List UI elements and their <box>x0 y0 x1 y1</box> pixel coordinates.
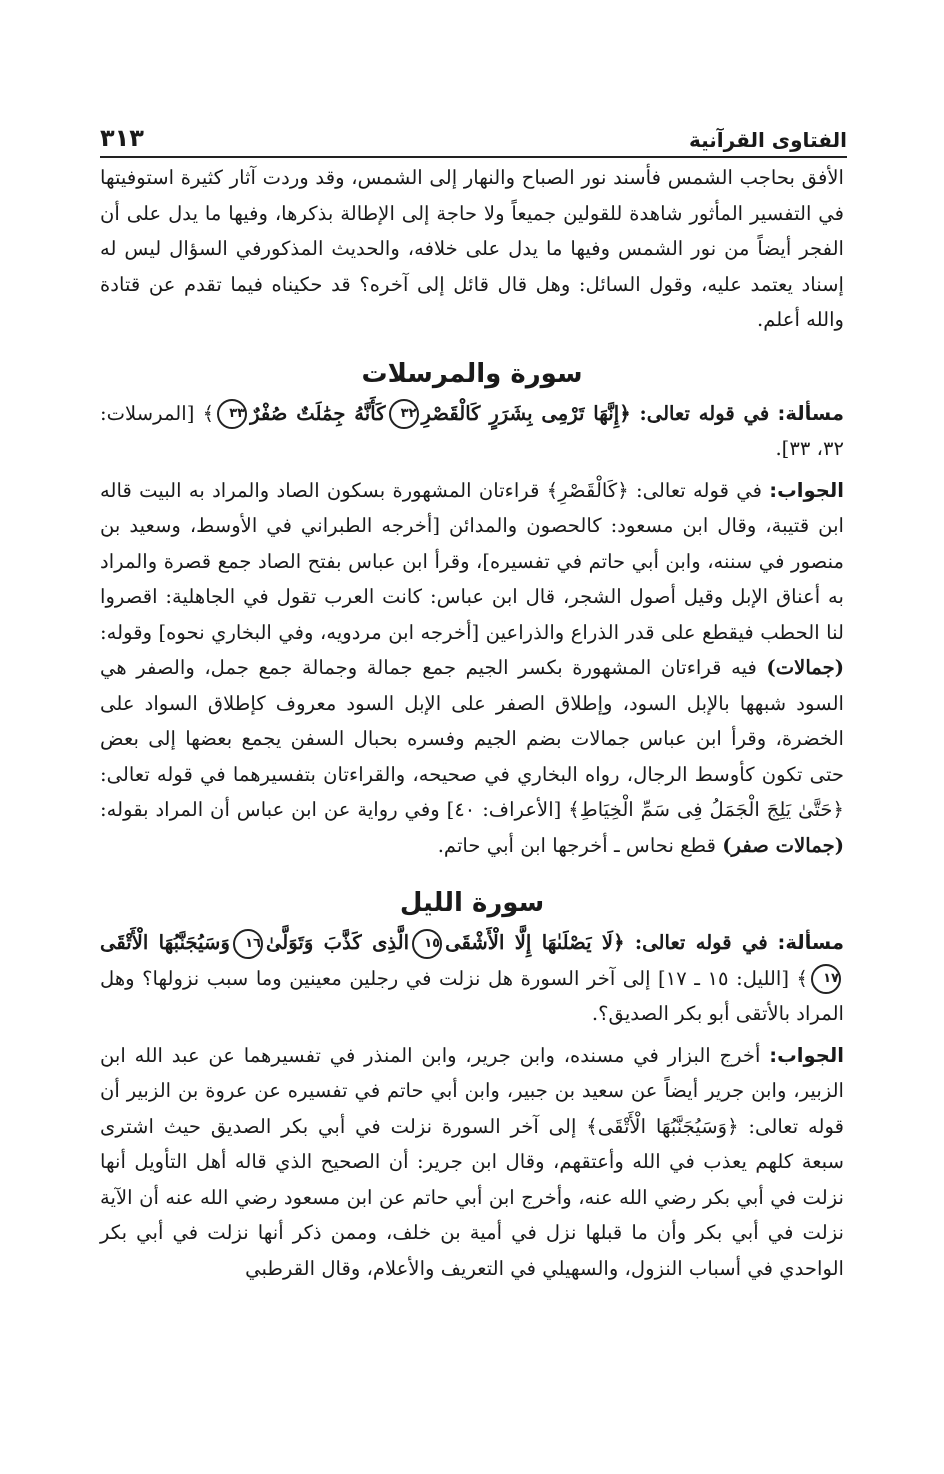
page-body <box>100 160 844 1286</box>
quran-verse: في قوله تعالى: ﴿إِنَّهَا تَرْمِى بِشَرَرٍ كَالْقَصْرِ <box>421 401 770 425</box>
quran-verse: كَأَنَّهُ جِمَٰلَتٌ صُفْرٌ <box>250 401 386 425</box>
page-number: ٣١٣ <box>100 124 144 152</box>
ayah-number-icon: ١٦ <box>233 929 263 959</box>
question-mursalat <box>100 396 844 467</box>
question-label: مسألة: <box>777 931 845 954</box>
verse-reference: ﴾ [الليل: ١٥ ـ ١٧] إلى آخر السورة هل نزلت في رجلين معينين وما سبب نزولها؟ وهل المراد بالأتقى أبو بكر الصديق؟. <box>100 966 844 1025</box>
answer-mursalat <box>100 473 844 864</box>
quran-verse: وَسَيُجَنَّبُهَا الْأَتْقَى <box>100 931 230 954</box>
answer-text: فيه قراءتان المشهورة بكسر الجيم جمع جمالة وجمالة جمع جمل، والصفر هي السود شبهها بالإبل السود، وإطلاق الصفر على الإبل السود معروف كإطلاق السواد على الخضرة، وقرأ ابن عباس جمالات بضم الجيم وفسره بحبال السفن يجمع بعضها إلى بعض حتى تكون كأوسط الرجال، رواه البخاري في صحيحه، والقراءتان بتفسيرهما في قوله تعالى: ﴿حَتَّىٰ يَلِجَ الْجَمَلُ فِى سَمِّ الْخِيَاطِ﴾ [الأعراف: ٤٠] وفي رواية عن ابن عباس أن المراد بقوله: <box>100 656 844 821</box>
section-title-mursalat: سورة والمرسلات <box>361 358 583 389</box>
answer-label: الجواب: <box>769 1043 844 1067</box>
ayah-number-icon: ٣٢ <box>389 399 419 429</box>
answer-text: قطع نحاس ـ أخرجها ابن أبي حاتم. <box>437 833 716 857</box>
key-term: (جمالات) <box>766 656 844 679</box>
key-term: (جمالات صفر) <box>722 833 844 857</box>
ayah-number-icon: ٣٣ <box>217 399 247 429</box>
running-header <box>100 112 847 158</box>
answer-text: في قوله تعالى: ﴿كَالْقَصْرِ﴾ قراءتان المشهورة بسكون الصاد والمراد به البيت قاله ابن قتيبة، وقال ابن مسعود: كالحصون والمدائن [أخرجه الطبراني في الأوسط، وسعيد بن منصور في سننه، وابن أبي حاتم في تفسيره]، وقرأ ابن عباس بفتح الصاد جمع قصرة والمراد به أعناق الإبل وقيل أصول الشجر، قال ابن عباس: كانت العرب تقول في الجاهلية: اقصروا لنا الحطب فيقطع على قدر الذراع والذراعين [أخرجه ابن مردويه، وفي البخاري نحوه] وقوله: <box>100 478 844 644</box>
question-layl <box>100 925 844 1032</box>
ayah-number-icon: ١٥ <box>412 929 442 959</box>
quran-verse: الَّذِى كَذَّبَ وَتَوَلَّىٰ <box>265 931 410 954</box>
answer-label: الجواب: <box>769 478 844 502</box>
book-title: الفتاوى القرآنية <box>688 128 847 152</box>
answer-text: أخرج البزار في مسنده، وابن جرير، وابن المنذر في تفسيرهما عن عبد الله ابن الزبير، وابن جرير أيضاً عن سعيد بن جبير، وابن أبي حاتم في تفسيره عن عروة بن الزبير أن قوله تعالى: ﴿وَسَيُجَنَّبُهَا الْأَتْقَى﴾ إلى آخر السورة نزلت في أبي بكر الصديق حيث اشترى سبعة كلهم يعذب في الله وأعتقهم، وقال ابن جرير: أن الصحيح الذي قاله أهل التأويل أنها نزلت في أبي بكر رضي الله عنه، وأخرج ابن أبي حاتم عن ابن مسعود رضي الله عنه أن الآية نزلت في أبي بكر وأن ما قبلها نزل في أمية بن خلف، وممن ذكر أنها نزلت في أبي بكر الواحدي في أسباب النزول، والسهيلي في التعريف والأعلام، وقال القرطبي <box>100 1043 844 1280</box>
answer-layl <box>100 1038 844 1287</box>
verse-reference: ﴾ [المرسلات: ٣٢، ٣٣]. <box>100 401 844 460</box>
question-label: مسألة: <box>777 401 845 425</box>
intro-paragraph: الأفق بحاجب الشمس فأسند نور الصباح والنهار إلى الشمس، وقد وردت آثار كثيرة استوفيتها في التفسير المأثور شاهدة للقولين جميعاً ولا حاجة إلى الإطالة بذكرها، وفيها ما يدل على أن الفجر أيضاً من نور الشمس وفيها ما يدل على خلافه، والحديث المذكورفي السؤال ليس له إسناد يعتمد عليه، وقول السائل: وهل قال قائل إلى آخره؟ قد حكيناه فيما تقدم عن قتادة والله أعلم. <box>100 166 844 331</box>
section-title-layl: سورة الليل <box>399 888 545 918</box>
ayah-number-icon: ١٧ <box>811 964 841 994</box>
quran-verse: في قوله تعالى: ﴿لَا يَصْلَىٰهَا إِلَّا الْأَشْقَى <box>445 931 768 954</box>
